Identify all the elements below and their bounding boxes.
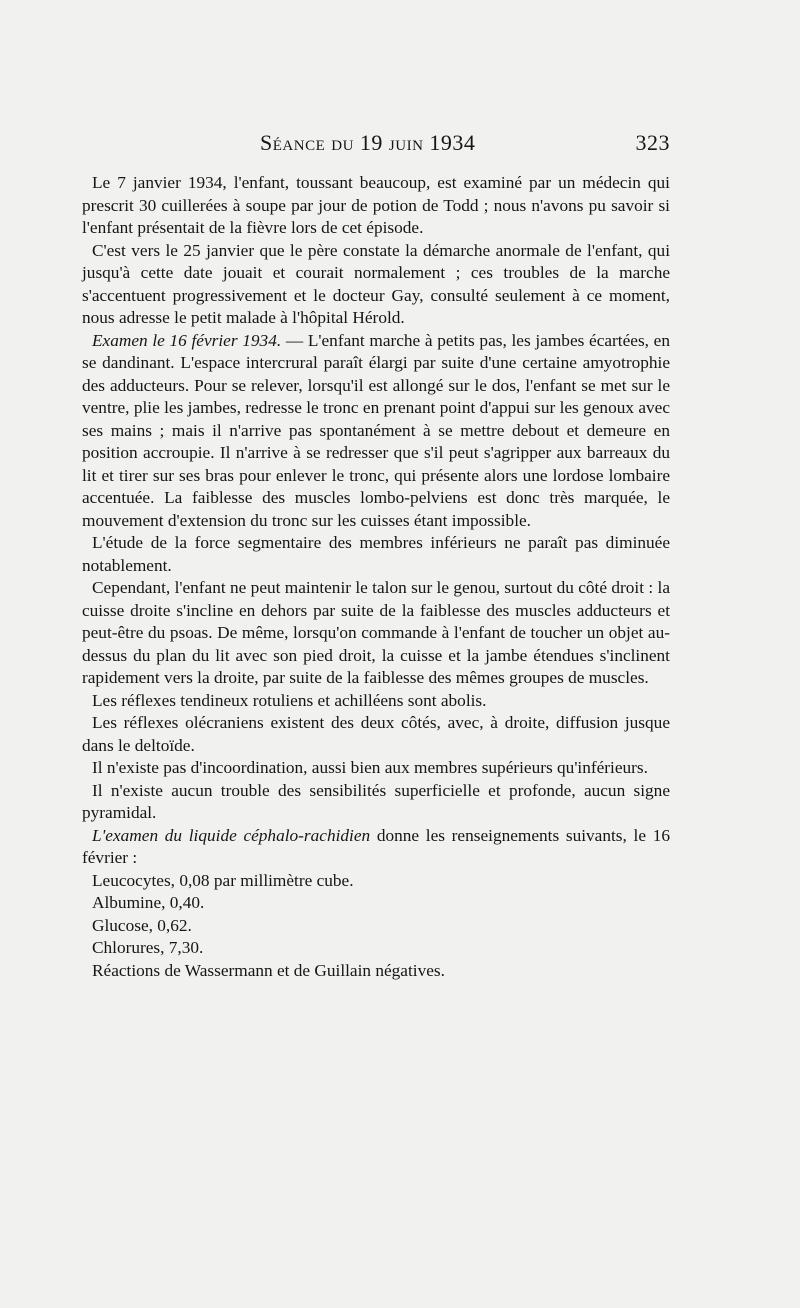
running-title-prefix: Séance du — [260, 130, 360, 155]
paragraph: Les réflexes tendineux rotuliens et achilléens sont abolis. — [92, 690, 487, 710]
paragraph: Examen le 16 février 1934. — L'enfant marche à petits pas, les jambes écartées, en se dandinant. L'espace intercrural paraît élargi par suite d'une certaine amyotrophie des adducteurs. Pour se relever, lorsqu'il est allongé sur le dos, l'enfant se met sur le ventre, plie les jambes, redresse le tronc en prenant point d'appui sur les genoux avec ses mains ; mais il n'arrive pas spontanément à se mettre debout et demeure en position accroupie. Il n'arrive à se redresser que s'il peut s'agripper aux barreaux du lit et tirer sur ses bras pour enlever le tronc, qui présente alors une lordose lombaire accentuée. La faiblesse des muscles lombo-pelviens est donc très marquée, le mouvement d'extension du tronc sur les cuisses étant impossible. — [82, 330, 670, 530]
body-text — [82, 172, 670, 982]
paragraph: Il n'existe pas d'incoordination, aussi bien aux membres supérieurs qu'inférieurs. — [92, 758, 648, 777]
italic-heading: Examen le 16 février 1934. — [92, 330, 282, 350]
running-title — [260, 130, 475, 156]
paragraph: Le 7 janvier 1934, l'enfant, toussant beaucoup, est examiné par un médecin qui prescrit 30 cuillerées à soupe par jour de potion de Todd ; nous n'avons pu savoir si l'enfant présentait de la fièvre lors de cet épisode. — [82, 173, 670, 237]
lab-result-item: Glucose, 0,62. — [92, 915, 192, 935]
paragraph: L'étude de la force segmentaire des membres inférieurs ne paraît pas diminuée notablement. — [82, 533, 670, 575]
page-number: 323 — [635, 130, 670, 155]
lab-result-item: Albumine, 0,40. — [92, 893, 205, 912]
lab-result-item: Leucocytes, 0,08 par millimètre cube. — [92, 870, 354, 890]
lab-result-item: Réactions de Wassermann et de Guillain négatives. — [92, 960, 445, 980]
running-title-date: 19 juin 1934 — [359, 130, 476, 155]
paragraph: Il n'existe aucun trouble des sensibilités superficielle et profonde, aucun signe pyramidal. — [82, 780, 670, 822]
paragraph: Cependant, l'enfant ne peut maintenir le talon sur le genou, surtout du côté droit : la cuisse droite s'incline en dehors par suite de la faiblesse des muscles adducteurs et peut-être du psoas. De même, lorsqu'on commande à l'enfant de toucher un objet au-dessus du plan du lit avec son pied droit, la cuisse et la jambe étendues s'inclinent rapidement vers la droite, par suite de la faiblesse des mêmes groupes de muscles. — [82, 578, 670, 687]
paragraph: C'est vers le 25 janvier que le père constate la démarche anormale de l'enfant, qui jusqu'à cette date jouait et courait normalement ; ces troubles de la marche s'accentuent progressivement et le docteur Gay, consulté seulement à ce moment, nous adresse le petit malade à l'hôpital Hérold. — [82, 240, 670, 327]
paragraph: Les réflexes olécraniens existent des deux côtés, avec, à droite, diffusion jusque dans le deltoïde. — [82, 713, 670, 755]
running-header — [88, 130, 670, 160]
paragraph: L'examen du liquide céphalo-rachidien donne les renseignements suivants, le 16 février : — [82, 825, 670, 867]
lab-result-item: Chlorures, 7,30. — [92, 938, 204, 957]
italic-heading: L'examen du liquide céphalo-rachidien — [92, 825, 371, 845]
